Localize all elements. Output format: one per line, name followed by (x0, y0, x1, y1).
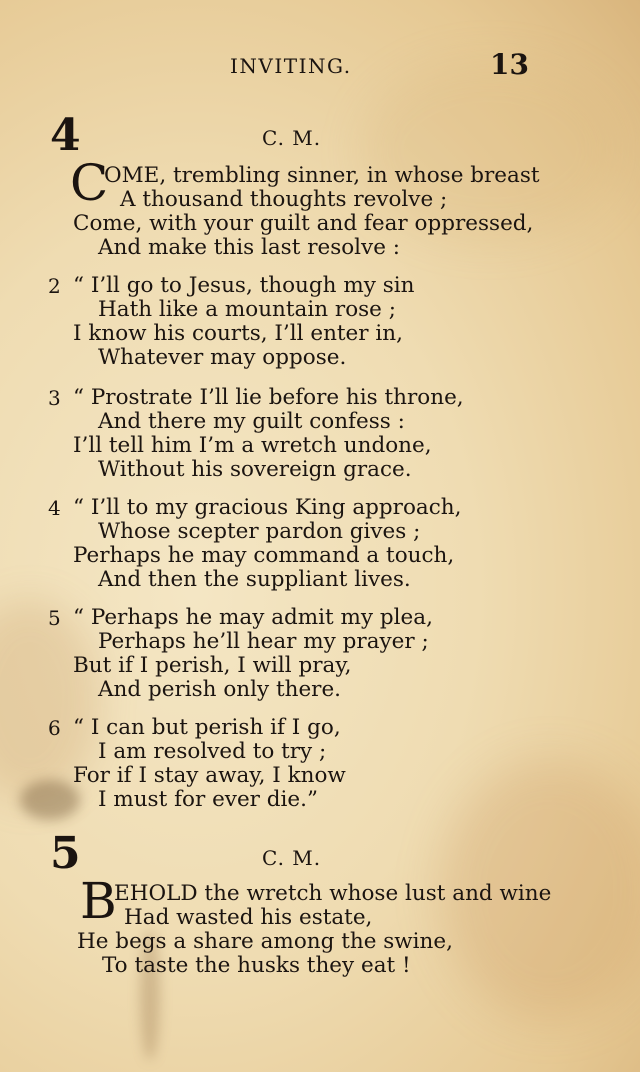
verse-line: I am resolved to try ; (98, 739, 327, 764)
verse-number: 6 (48, 716, 61, 740)
verse-line: To taste the husks they eat ! (102, 953, 411, 978)
running-title: INVITING. (230, 54, 352, 78)
page-number: 13 (490, 48, 529, 81)
verse-line: “ Prostrate I’ll lie before his throne, (73, 385, 464, 410)
verse-line: “ I’ll to my gracious King approach, (73, 495, 462, 520)
drop-cap: C (70, 154, 109, 212)
verse-line: I’ll tell him I’m a wretch undone, (73, 433, 432, 458)
verse-number: 4 (48, 496, 61, 520)
verse-line: And then the suppliant lives. (98, 567, 411, 592)
verse-line: Hath like a mountain rose ; (98, 297, 396, 322)
verse-line: And perish only there. (98, 677, 342, 702)
verse-line: “ Perhaps he may admit my plea, (73, 605, 433, 630)
verse-line: “ I’ll go to Jesus, though my sin (73, 273, 415, 298)
verse-line: And make this last resolve : (98, 235, 400, 260)
verse-number: 3 (48, 386, 61, 410)
verse-line: I must for ever die.” (98, 787, 318, 812)
hymn-number: 4 (50, 110, 81, 161)
verse-line: OME, trembling sinner, in whose breast (104, 163, 540, 188)
verse-number: 5 (48, 606, 61, 630)
hymn-number: 5 (50, 828, 81, 879)
verse-line: EHOLD the wretch whose lust and wine (114, 881, 552, 906)
page-header (0, 48, 640, 82)
verse-line: Perhaps he may command a touch, (73, 543, 455, 568)
verse-line: Whose scepter pardon gives ; (98, 519, 421, 544)
verse-line: Come, with your guilt and fear oppressed, (73, 211, 534, 236)
drop-cap: B (80, 872, 117, 930)
hymn-meter: C. M. (262, 126, 322, 150)
verse-line: For if I stay away, I know (73, 763, 346, 788)
verse-line: Whatever may oppose. (98, 345, 347, 370)
verse-line: But if I perish, I will pray, (73, 653, 352, 678)
ink-blot (20, 780, 80, 820)
verse-line: Perhaps he’ll hear my prayer ; (98, 629, 429, 654)
verse-line: A thousand thoughts revolve ; (120, 187, 448, 212)
verse-number: 2 (48, 274, 61, 298)
verse-line: And there my guilt confess : (98, 409, 405, 434)
verse-line: “ I can but perish if I go, (73, 715, 341, 740)
verse-line: I know his courts, I’ll enter in, (73, 321, 403, 346)
verse-line: Without his sovereign grace. (98, 457, 412, 482)
verse-line: Had wasted his estate, (124, 905, 373, 930)
verse-line: He begs a share among the swine, (77, 929, 453, 954)
hymn-meter: C. M. (262, 846, 322, 870)
